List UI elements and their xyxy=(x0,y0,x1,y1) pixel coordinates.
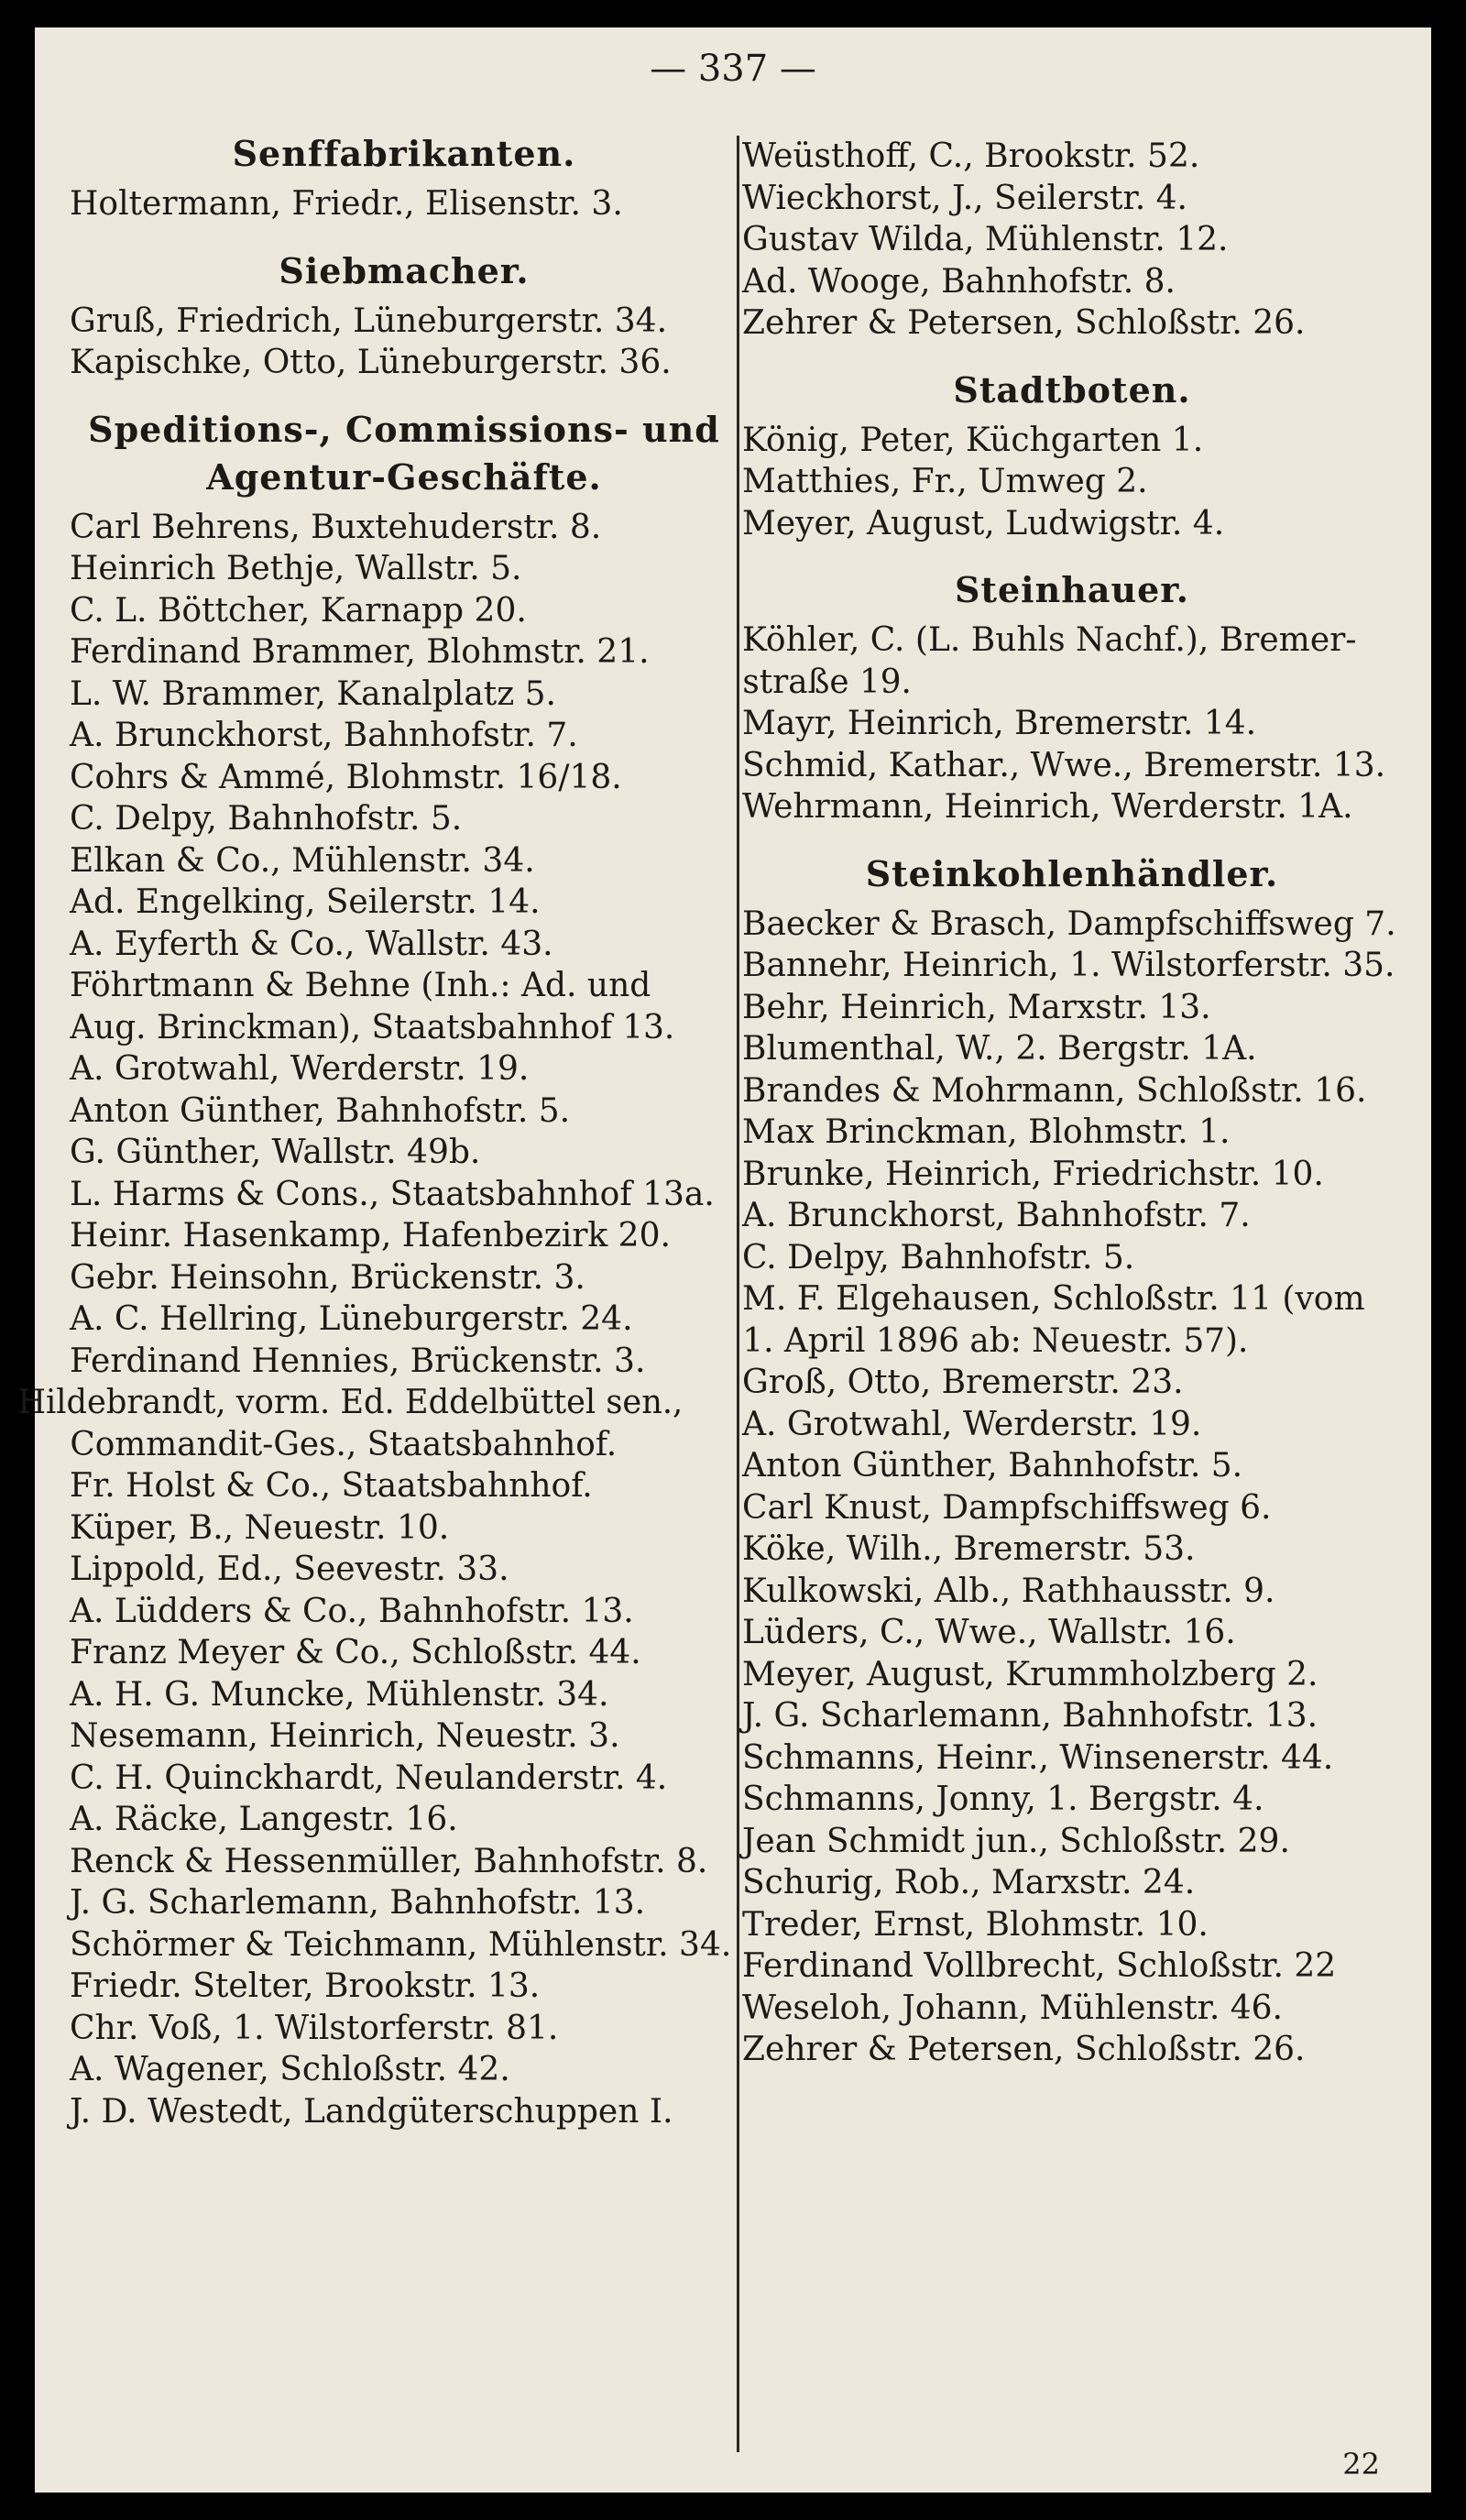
entry-line: Max Brinckman, Blohmstr. 1. xyxy=(742,1113,1231,1151)
entry-line: Carl Behrens, Buxtehuderstr. 8. xyxy=(70,508,602,546)
directory-entry xyxy=(70,1674,738,1716)
directory-entry xyxy=(70,1215,738,1257)
entry-list xyxy=(70,183,738,225)
directory-entry xyxy=(70,798,738,840)
directory-entry xyxy=(742,1487,1402,1529)
left-column xyxy=(17,130,738,2132)
directory-entry xyxy=(742,1112,1402,1154)
entry-list xyxy=(17,507,738,2133)
entry-line: M. F. Elgehausen, Schloßstr. 11 (vom xyxy=(742,1280,1365,1318)
directory-entry xyxy=(742,786,1402,828)
directory-entry xyxy=(70,1632,738,1674)
directory-entry xyxy=(742,136,1402,178)
directory-entry xyxy=(17,1382,738,1465)
directory-entry xyxy=(742,1779,1402,1821)
entry-list xyxy=(70,301,738,384)
directory-entry xyxy=(742,1945,1402,1988)
directory-entry xyxy=(70,2091,738,2133)
entry-line: Anton Günther, Bahnhofstr. 5. xyxy=(70,1091,571,1130)
entry-line: Lippold, Ed., Seevestr. 33. xyxy=(70,1550,509,1588)
page-number: — 337 — xyxy=(650,48,816,90)
entry-continuation: straße 19. xyxy=(742,663,912,701)
directory-entry xyxy=(70,882,738,924)
entry-line: Ferdinand Vollbrecht, Schloßstr. 22 xyxy=(742,1947,1337,1985)
entry-line: Weseloh, Johann, Mühlenstr. 46. xyxy=(742,1989,1283,2027)
entry-line: C. Delpy, Bahnhofstr. 5. xyxy=(742,1238,1135,1276)
entry-line: Zehrer & Petersen, Schloßstr. 26. xyxy=(742,2031,1306,2068)
directory-entry xyxy=(70,1549,738,1591)
directory-entry xyxy=(742,1154,1402,1196)
directory-entry xyxy=(742,2029,1402,2071)
section-heading xyxy=(70,406,738,501)
entry-line: Franz Meyer & Co., Schloßstr. 44. xyxy=(70,1634,641,1671)
directory-entry xyxy=(70,674,738,716)
directory-entry xyxy=(742,1571,1402,1613)
directory-entry xyxy=(742,1070,1402,1112)
entry-line: Holtermann, Friedr., Elisenstr. 3. xyxy=(70,185,623,223)
directory-entry xyxy=(70,715,738,757)
entry-line: Föhrtmann & Behne (Inh.: Ad. und xyxy=(70,967,651,1004)
entry-line: A. Wagener, Schloßstr. 42. xyxy=(70,2051,510,2088)
entry-line: Chr. Voß, 1. Wilstorferstr. 81. xyxy=(70,2009,559,2047)
entry-line: Treder, Ernst, Blohmstr. 10. xyxy=(742,1905,1209,1944)
entry-line: Kapischke, Otto, Lüneburgerstr. 36. xyxy=(70,344,672,381)
entry-line: Weüsthoff, C., Brookstr. 52. xyxy=(742,137,1200,175)
entry-line: A. C. Hellring, Lüneburgerstr. 24. xyxy=(70,1300,633,1338)
signature-mark: 22 xyxy=(1342,2447,1380,2482)
entry-continuation: Aug. Brinckman), Staatsbahnhof 13. xyxy=(70,1008,675,1046)
entry-line: Schmanns, Heinr., Winsenerstr. 44. xyxy=(742,1738,1334,1777)
directory-entry xyxy=(70,2008,738,2050)
entry-line: Ad. Engelking, Seilerstr. 14. xyxy=(70,883,541,921)
entry-line: Brandes & Mohrmann, Schloßstr. 16. xyxy=(742,1071,1367,1110)
entry-line: Mayr, Heinrich, Bremerstr. 14. xyxy=(742,705,1257,742)
directory-entry xyxy=(70,1799,738,1841)
directory-entry xyxy=(742,1821,1402,1863)
directory-entry xyxy=(70,1715,738,1758)
entry-line: Schmanns, Jonny, 1. Bergstr. 4. xyxy=(742,1780,1264,1818)
entry-line: A. Lüdders & Co., Bahnhofstr. 13. xyxy=(70,1592,634,1630)
entry-line: A. H. G. Muncke, Mühlenstr. 34. xyxy=(70,1675,609,1714)
column-divider xyxy=(737,136,739,2452)
right-column xyxy=(742,130,1402,2071)
entry-line: Schörmer & Teichmann, Mühlenstr. 34. xyxy=(70,1925,732,1964)
entry-line: Meyer, August, Ludwigstr. 4. xyxy=(742,504,1225,542)
entry-line: Fr. Holst & Co., Staatsbahnhof. xyxy=(70,1467,593,1505)
directory-entry xyxy=(742,1654,1402,1696)
directory-entry xyxy=(742,1612,1402,1654)
directory-entry xyxy=(70,507,738,549)
entry-line: C. L. Böttcher, Karnapp 20. xyxy=(70,591,527,630)
heading-line: Speditions-, Commissions- und xyxy=(88,408,720,450)
directory-entry xyxy=(70,631,738,674)
section-steinhauer xyxy=(742,566,1402,828)
entry-line: Anton Günther, Bahnhofstr. 5. xyxy=(742,1447,1243,1485)
entry-list xyxy=(742,136,1402,345)
entry-line: A. Grotwahl, Werderstr. 19. xyxy=(742,1405,1202,1443)
entry-list xyxy=(742,619,1402,828)
section-heading: Senffabrikanten. xyxy=(232,133,576,174)
section-heading: Siebmacher. xyxy=(279,249,530,291)
entry-line: Brunke, Heinrich, Friedrichstr. 10. xyxy=(742,1155,1324,1193)
section-senffabrikanten xyxy=(70,130,738,225)
entry-line: Renck & Hessenmüller, Bahnhofstr. 8. xyxy=(70,1842,708,1880)
entry-line: Ferdinand Hennies, Brückenstr. 3. xyxy=(70,1342,646,1380)
entry-line: Zehrer & Petersen, Schloßstr. 26. xyxy=(742,304,1306,342)
directory-entry xyxy=(742,461,1402,503)
directory-entry xyxy=(70,1966,738,2008)
entry-line: Ad. Wooge, Bahnhofstr. 8. xyxy=(742,262,1176,301)
entry-line: A. Brunckhorst, Bahnhofstr. 7. xyxy=(70,717,578,754)
directory-entry xyxy=(742,1404,1402,1446)
directory-entry xyxy=(742,178,1402,220)
entry-continuation: 1. April 1896 ab: Neuestr. 57). xyxy=(742,1321,1249,1360)
entry-line: Schurig, Rob., Marxstr. 24. xyxy=(742,1864,1196,1901)
directory-entry xyxy=(70,1841,738,1883)
entry-line: Elkan & Co., Mühlenstr. 34. xyxy=(70,841,535,880)
directory-entry xyxy=(742,1278,1402,1362)
section-continued xyxy=(742,136,1402,345)
entry-continuation: Commandit-Ges., Staatsbahnhof. xyxy=(70,1425,618,1463)
directory-entry xyxy=(70,1090,738,1133)
entry-line: J. G. Scharlemann, Bahnhofstr. 13. xyxy=(70,1884,646,1922)
directory-entry xyxy=(70,840,738,882)
directory-entry xyxy=(742,1028,1402,1070)
entry-line: C. H. Quinckhardt, Neulanderstr. 4. xyxy=(70,1759,668,1797)
entry-line: Wieckhorst, J., Seilerstr. 4. xyxy=(742,179,1187,217)
entry-line: Kulkowski, Alb., Rathhausstr. 9. xyxy=(742,1572,1275,1610)
entry-line: Matthies, Fr., Umweg 2. xyxy=(742,463,1148,500)
directory-entry xyxy=(70,965,738,1048)
entry-line: Baecker & Brasch, Dampfschiffsweg 7. xyxy=(742,904,1396,943)
directory-entry xyxy=(742,302,1402,345)
directory-entry xyxy=(742,1195,1402,1237)
directory-entry xyxy=(70,342,738,384)
entry-line: Meyer, August, Krummholzberg 2. xyxy=(742,1655,1318,1693)
directory-entry xyxy=(70,590,738,632)
entry-line: Küper, B., Neuestr. 10. xyxy=(70,1508,450,1547)
directory-entry xyxy=(70,1257,738,1299)
section-speditions-commissions-und-agentur-gesch-fte xyxy=(17,406,738,2133)
entry-line: Gruß, Friedrich, Lüneburgerstr. 34. xyxy=(70,301,668,340)
directory-entry xyxy=(70,1465,738,1507)
directory-entry xyxy=(70,1341,738,1383)
directory-entry xyxy=(70,1298,738,1341)
directory-entry xyxy=(70,1758,738,1800)
directory-entry xyxy=(742,1988,1402,2030)
entry-line: L. W. Brammer, Kanalplatz 5. xyxy=(70,674,556,713)
directory-entry xyxy=(742,420,1402,462)
directory-entry xyxy=(742,987,1402,1029)
directory-entry xyxy=(70,301,738,343)
entry-line: Hildebrandt, vorm. Ed. Eddelbüttel sen., xyxy=(17,1384,684,1421)
directory-entry xyxy=(742,945,1402,987)
entry-line: Friedr. Stelter, Brookstr. 13. xyxy=(70,1967,541,2005)
entry-line: Blumenthal, W., 2. Bergstr. 1A. xyxy=(742,1030,1257,1068)
entry-line: Groß, Otto, Bremerstr. 23. xyxy=(742,1364,1184,1401)
entry-line: A. Grotwahl, Werderstr. 19. xyxy=(70,1050,530,1088)
heading-line: Agentur-Geschäfte. xyxy=(206,455,602,498)
entry-line: Gebr. Heinsohn, Brückenstr. 3. xyxy=(70,1258,585,1297)
entry-line: Schmid, Kathar., Wwe., Bremerstr. 13. xyxy=(742,746,1386,784)
entry-line: Wehrmann, Heinrich, Werderstr. 1A. xyxy=(742,788,1353,826)
directory-entry xyxy=(70,1507,738,1550)
entry-line: A. Brunckhorst, Bahnhofstr. 7. xyxy=(742,1197,1251,1234)
directory-entry xyxy=(742,703,1402,745)
directory-entry xyxy=(742,1695,1402,1737)
directory-entry xyxy=(70,1174,738,1216)
directory-entry xyxy=(742,219,1402,261)
directory-entry xyxy=(742,619,1402,703)
directory-entry xyxy=(70,1882,738,1924)
entry-line: Heinr. Hasenkamp, Hafenbezirk 20. xyxy=(70,1217,671,1255)
directory-entry xyxy=(70,1591,738,1633)
entry-line: Carl Knust, Dampfschiffsweg 6. xyxy=(742,1488,1272,1527)
directory-entry xyxy=(70,757,738,799)
entry-line: Ferdinand Brammer, Blohmstr. 21. xyxy=(70,633,650,671)
section-heading: Steinhauer. xyxy=(954,569,1190,610)
directory-entry xyxy=(742,503,1402,545)
directory-page xyxy=(17,27,1431,2493)
directory-entry xyxy=(70,548,738,590)
directory-entry xyxy=(742,1737,1402,1780)
section-heading: Stadtboten. xyxy=(953,368,1191,411)
entry-line: Gustav Wilda, Mühlenstr. 12. xyxy=(742,221,1229,258)
section-siebmacher xyxy=(70,247,738,384)
directory-entry xyxy=(70,924,738,966)
entry-list xyxy=(742,904,1402,2071)
entry-line: C. Delpy, Bahnhofstr. 5. xyxy=(70,800,463,838)
directory-entry xyxy=(742,745,1402,787)
directory-entry xyxy=(742,1362,1402,1404)
entry-line: Köke, Wilh., Bremerstr. 53. xyxy=(742,1530,1196,1568)
directory-entry xyxy=(742,904,1402,946)
entry-line: König, Peter, Küchgarten 1. xyxy=(742,421,1204,459)
entry-line: A. Räcke, Langestr. 16. xyxy=(70,1801,458,1838)
entry-line: Köhler, C. (L. Buhls Nachf.), Bremer- xyxy=(742,621,1357,659)
entry-line: Nesemann, Heinrich, Neuestr. 3. xyxy=(70,1717,620,1755)
directory-entry xyxy=(70,1924,738,1967)
entry-line: Heinrich Bethje, Wallstr. 5. xyxy=(70,550,522,587)
entry-list xyxy=(742,420,1402,545)
directory-entry xyxy=(742,1445,1402,1487)
entry-line: Behr, Heinrich, Marxstr. 13. xyxy=(742,988,1211,1026)
entry-line: Cohrs & Ammé, Blohmstr. 16/18. xyxy=(70,758,622,796)
entry-line: Jean Schmidt jun., Schloßstr. 29. xyxy=(742,1822,1290,1860)
directory-entry xyxy=(70,1048,738,1090)
section-steinkohlenh-ndler xyxy=(742,850,1402,2071)
directory-entry xyxy=(742,1904,1402,1946)
entry-line: Bannehr, Heinrich, 1. Wilstorferstr. 35. xyxy=(742,947,1395,984)
entry-line: G. Günther, Wallstr. 49b. xyxy=(70,1134,481,1171)
entry-line: J. G. Scharlemann, Bahnhofstr. 13. xyxy=(742,1697,1318,1735)
section-heading: Steinkohlenhändler. xyxy=(865,852,1279,894)
directory-entry xyxy=(70,183,738,225)
directory-entry xyxy=(70,1132,738,1174)
entry-line: L. Harms & Cons., Staatsbahnhof 13a. xyxy=(70,1175,715,1213)
entry-line: Lüders, C., Wwe., Wallstr. 16. xyxy=(742,1614,1236,1651)
directory-entry xyxy=(742,1528,1402,1571)
directory-entry xyxy=(742,1237,1402,1279)
section-stadtboten xyxy=(742,367,1402,545)
directory-entry xyxy=(742,261,1402,303)
directory-entry xyxy=(70,2049,738,2091)
entry-line: A. Eyferth & Co., Wallstr. 43. xyxy=(70,925,553,963)
directory-entry xyxy=(742,1862,1402,1904)
entry-line: J. D. Westedt, Landgüterschuppen I. xyxy=(70,2092,673,2131)
